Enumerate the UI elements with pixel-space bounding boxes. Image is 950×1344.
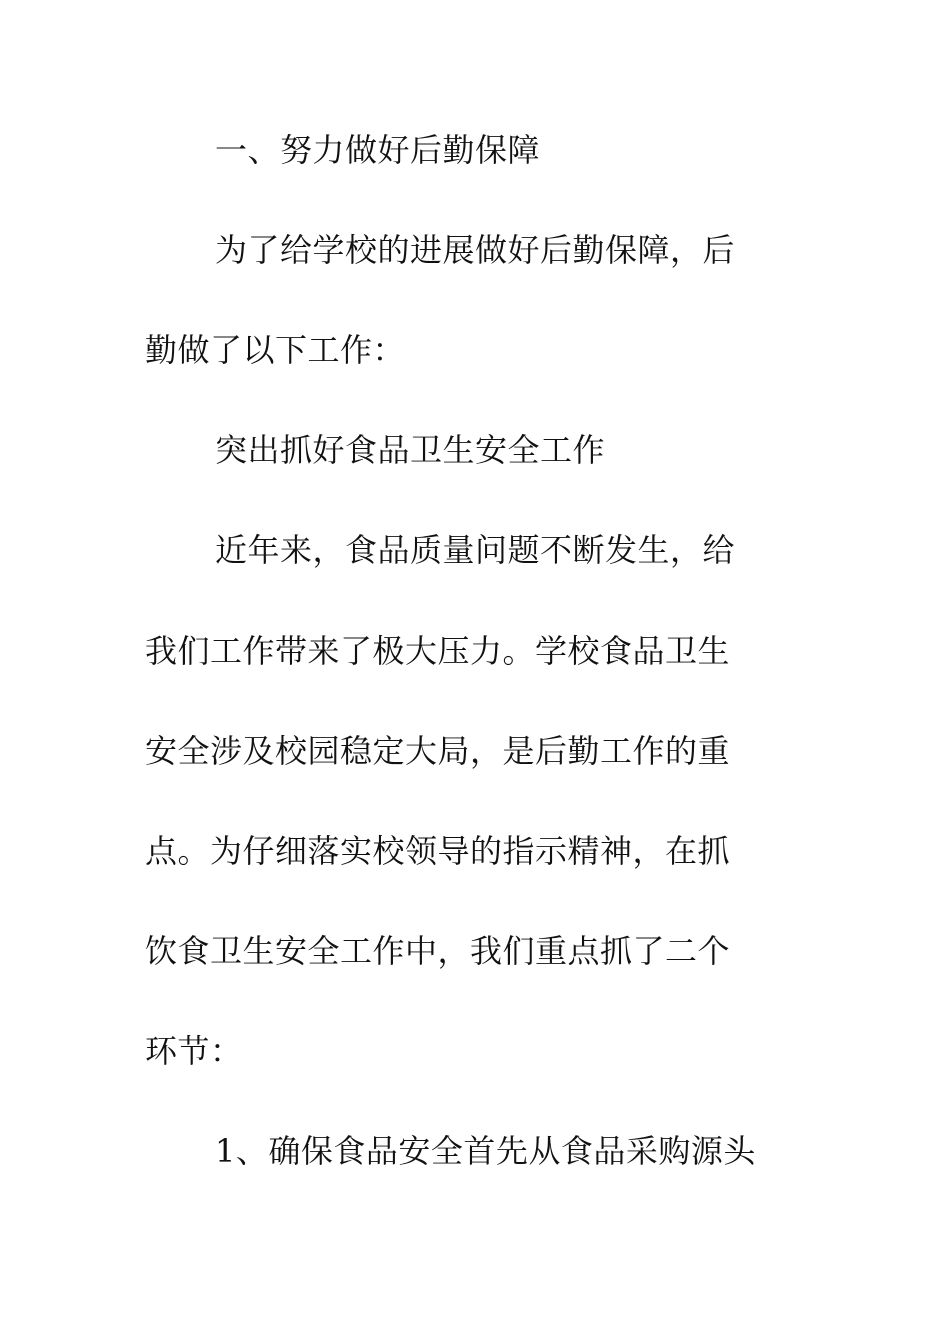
- paragraph-line: 近年来，食品质量问题不断发生，给: [215, 531, 736, 569]
- subsection-heading: 突出抓好食品卫生安全工作: [215, 431, 606, 469]
- paragraph-line: 我们工作带来了极大压力。学校食品卫生: [145, 632, 731, 670]
- paragraph-line: 勤做了以下工作：: [145, 331, 406, 369]
- numbered-item: 1、确保食品安全首先从食品采购源头: [215, 1132, 756, 1170]
- paragraph-line: 为了给学校的进展做好后勤保障，后: [215, 231, 736, 269]
- section-heading: 一、努力做好后勤保障: [215, 131, 541, 169]
- paragraph-line: 安全涉及校园稳定大局，是后勤工作的重: [145, 732, 731, 770]
- paragraph-line: 饮食卫生安全工作中，我们重点抓了二个: [145, 932, 731, 970]
- paragraph-line: 点。为仔细落实校领导的指示精神，在抓: [145, 832, 731, 870]
- paragraph-line: 环节：: [145, 1032, 243, 1070]
